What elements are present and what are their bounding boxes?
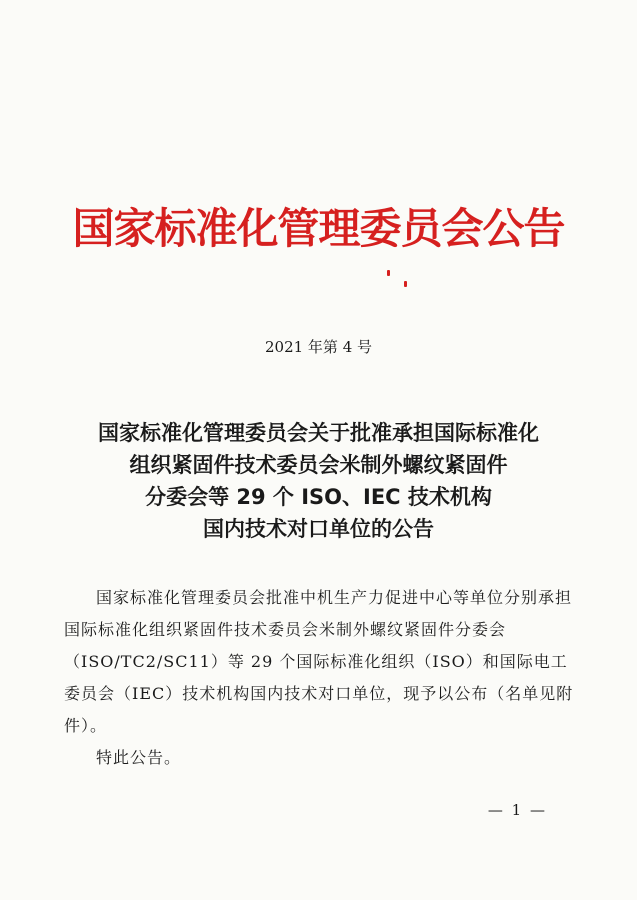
announcement-body: [64, 582, 584, 774]
red-mark: [387, 270, 390, 276]
title-line: 分委会等 29 个 ISO、IEC 技术机构: [145, 485, 492, 509]
title-line: 国内技术对口单位的公告: [203, 517, 434, 541]
announcement-title: [0, 417, 637, 545]
page-number: — 1 —: [487, 801, 547, 819]
red-mark: [404, 281, 407, 287]
title-line: 国家标准化管理委员会关于批准承担国际标准化: [98, 421, 539, 445]
body-paragraph: 国家标准化管理委员会批准中机生产力促进中心等单位分别承担国际标准化组织紧固件技术委员会米制外螺纹紧固件分委会（ISO/TC2/SC11）等 29 个国际标准化组织（ISO）和国际电工委员会（IEC）技术机构国内技术对口单位，现予以公布（名单见附件）。: [64, 588, 574, 735]
closing-line: 特此公告。: [96, 748, 182, 767]
document-number: 2021 年第 4 号: [264, 338, 373, 356]
title-line: 组织紧固件技术委员会米制外螺纹紧固件: [129, 453, 508, 477]
masthead-title: 国家标准化管理委员会公告: [72, 204, 565, 253]
